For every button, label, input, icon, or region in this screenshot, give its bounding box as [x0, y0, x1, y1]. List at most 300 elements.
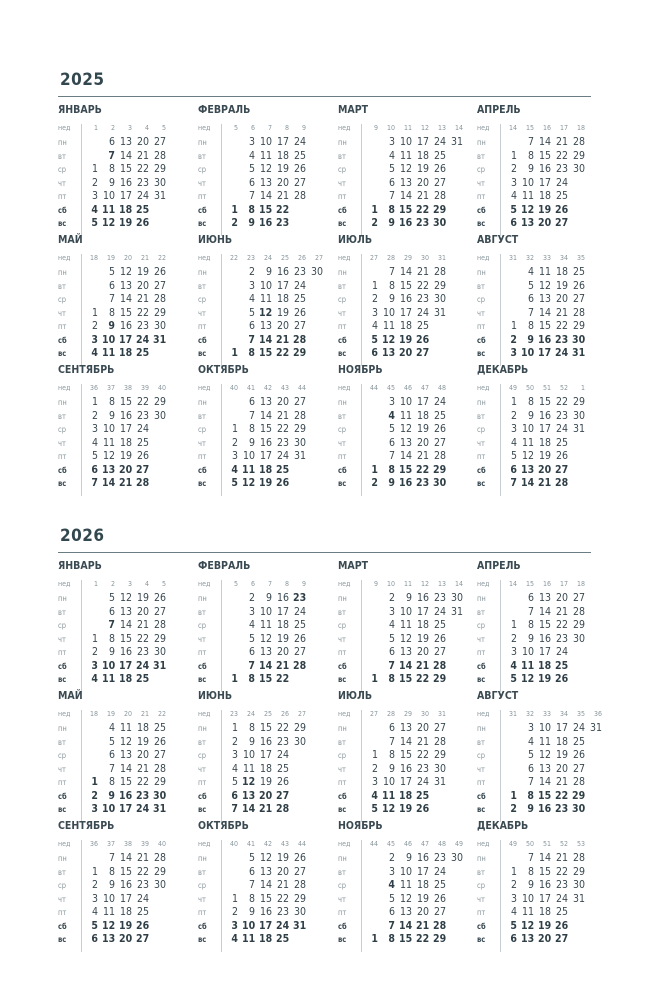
date-cell: 27 [433, 646, 446, 658]
weekday-label: сб [58, 921, 67, 931]
date-cell: 19 [416, 163, 429, 175]
week-number: 36 [89, 840, 98, 848]
date-cell: 3 [510, 423, 517, 435]
date-cell: 23 [136, 320, 149, 332]
date-cell: 2 [248, 266, 255, 278]
date-cell: 13 [259, 396, 272, 408]
weekday-label: ср [198, 295, 206, 304]
date-cell: 8 [388, 673, 395, 685]
week-number: 39 [140, 840, 149, 848]
week-number: 27 [314, 254, 323, 262]
date-cell: 11 [538, 735, 551, 748]
date-cell: 14 [259, 659, 273, 672]
date-cell: 19 [276, 306, 289, 319]
date-cell: 18 [119, 906, 132, 918]
weekday-label: нед [198, 384, 211, 392]
date-cell: 19 [136, 735, 149, 748]
date-cell: 18 [276, 619, 289, 631]
date-cell: 5 [91, 450, 98, 462]
date-cell: 14 [538, 852, 551, 864]
holiday-date: 4 [388, 409, 395, 422]
date-cell: 22 [555, 149, 568, 162]
date-cell: 14 [538, 605, 551, 618]
week-number: 46 [403, 840, 412, 848]
weekday-label: пн [477, 854, 486, 863]
date-cell: 12 [119, 735, 132, 748]
month-name: ИЮНЬ [198, 690, 233, 702]
week-number: 18 [89, 710, 98, 718]
date-cell: 3 [231, 450, 238, 462]
date-cell: 22 [136, 865, 149, 878]
date-cell: 26 [433, 163, 446, 175]
date-cell: 25 [136, 906, 149, 918]
date-cell: 20 [259, 789, 273, 802]
date-cell: 21 [259, 803, 273, 815]
date-cell: 12 [399, 892, 412, 905]
date-cell: 8 [108, 865, 115, 878]
weekday-label: вт [58, 151, 66, 161]
date-cell: 3 [527, 722, 534, 734]
weekday-label: нед [58, 254, 71, 262]
month-block [338, 234, 464, 358]
date-cell: 16 [399, 762, 412, 775]
date-cell: 28 [276, 803, 290, 815]
date-cell: 9 [527, 803, 534, 815]
date-cell: 18 [416, 879, 429, 891]
date-cell: 10 [399, 865, 412, 878]
date-cell: 15 [399, 673, 413, 685]
weekday-label: вс [198, 479, 207, 488]
weekday-label: ср [477, 425, 485, 434]
date-cell: 18 [119, 203, 133, 216]
weekday-label: вт [58, 867, 66, 877]
date-cell: 20 [276, 396, 289, 408]
week-number: 33 [542, 710, 551, 718]
date-cell: 15 [119, 396, 132, 408]
date-cell: 27 [153, 605, 166, 618]
holiday-date: 12 [242, 776, 256, 788]
date-cell: 1 [371, 673, 378, 685]
date-cell: 22 [555, 865, 568, 878]
week-number: 52 [559, 384, 568, 392]
date-cell: 30 [153, 409, 166, 422]
date-cell: 16 [416, 852, 429, 864]
date-cell: 24 [555, 646, 568, 658]
weekday-label: вс [198, 349, 207, 358]
week-number: 1 [93, 124, 98, 132]
date-cell: 10 [259, 136, 272, 148]
date-cell: 8 [248, 203, 255, 216]
date-cell: 22 [276, 673, 290, 685]
date-cell: 17 [416, 605, 429, 618]
week-number: 31 [437, 710, 446, 718]
date-cell: 1 [91, 396, 98, 408]
date-cell: 11 [399, 619, 412, 631]
month-name: ОКТЯБРЬ [198, 364, 249, 376]
label-divider [500, 384, 501, 496]
date-cell: 5 [510, 203, 517, 216]
date-cell: 15 [119, 865, 132, 878]
date-cell: 17 [538, 347, 552, 359]
label-divider [361, 840, 362, 952]
date-cell: 1 [231, 347, 238, 359]
date-cell: 11 [521, 659, 535, 672]
date-cell: 8 [108, 776, 115, 788]
date-cell: 14 [259, 190, 272, 202]
date-cell: 1 [231, 203, 238, 216]
date-cell: 5 [510, 919, 517, 932]
weekday-label: сб [477, 921, 486, 931]
date-cell: 28 [572, 852, 585, 864]
date-cell: 21 [555, 136, 568, 148]
month-name: СЕНТЯБРЬ [58, 820, 115, 832]
week-number: 27 [297, 710, 306, 718]
weekday-label: ср [198, 881, 206, 890]
date-cell: 2 [91, 320, 98, 332]
weekday-label: сб [58, 661, 67, 671]
weekday-label: пт [198, 648, 207, 657]
date-cell: 28 [293, 659, 307, 672]
week-number: 53 [576, 840, 585, 848]
date-cell: 16 [276, 592, 289, 604]
date-cell: 27 [433, 722, 446, 734]
weekday-label: пн [338, 594, 347, 603]
date-cell: 25 [276, 762, 289, 775]
label-divider [81, 710, 82, 822]
weekday-label: вс [477, 219, 486, 228]
weekday-label: пн [477, 594, 486, 603]
weekday-label: чт [338, 894, 346, 904]
date-cell: 14 [119, 619, 132, 631]
week-number: 14 [508, 124, 517, 132]
date-cell: 10 [259, 279, 272, 292]
date-cell: 20 [119, 933, 133, 945]
date-cell: 27 [416, 347, 430, 359]
week-number: 44 [369, 384, 378, 392]
date-cell: 25 [555, 436, 568, 449]
date-cell: 15 [259, 722, 272, 734]
date-cell: 5 [371, 803, 378, 815]
date-cell: 6 [248, 396, 255, 408]
date-cell: 13 [259, 176, 272, 189]
date-cell: 29 [153, 865, 166, 878]
weekday-label: вт [198, 411, 206, 421]
date-cell: 13 [119, 605, 132, 618]
date-cell: 12 [538, 279, 551, 292]
date-cell: 20 [136, 749, 149, 761]
date-cell: 9 [527, 879, 534, 891]
week-number: 27 [369, 254, 378, 262]
date-cell: 10 [102, 423, 115, 435]
date-cell: 30 [572, 803, 586, 815]
date-cell: 6 [510, 463, 517, 476]
date-cell: 1 [510, 149, 517, 162]
date-cell: 3 [248, 279, 255, 292]
week-number: 20 [123, 710, 132, 718]
weekday-label: ср [58, 751, 66, 760]
date-cell: 1 [371, 933, 378, 945]
date-cell: 8 [248, 423, 255, 435]
label-divider [500, 840, 501, 952]
date-cell: 7 [527, 136, 534, 148]
date-cell: 21 [555, 306, 568, 319]
date-cell: 9 [248, 906, 255, 918]
month-block [477, 820, 603, 944]
date-cell: 1 [371, 749, 378, 761]
weekday-label: сб [338, 205, 347, 215]
date-cell: 1 [371, 279, 378, 292]
date-cell: 23 [136, 176, 149, 189]
date-cell: 18 [119, 347, 133, 359]
weekday-label: нед [58, 580, 71, 588]
date-cell: 12 [259, 852, 272, 864]
date-cell: 18 [538, 906, 551, 918]
date-cell: 26 [153, 266, 166, 278]
date-cell: 6 [108, 749, 115, 761]
date-cell: 2 [371, 762, 378, 775]
weekday-label: сб [58, 205, 67, 215]
weekday-label: ср [58, 295, 66, 304]
weekday-label: ср [477, 165, 485, 174]
week-number: 43 [280, 384, 289, 392]
weekday-label: ср [58, 881, 66, 890]
date-cell: 16 [538, 163, 551, 175]
holiday-date: 1 [91, 776, 98, 788]
date-cell: 18 [416, 409, 429, 422]
weekday-label: вс [477, 349, 486, 358]
date-cell: 11 [102, 347, 116, 359]
date-cell: 17 [399, 776, 412, 788]
date-cell: 22 [555, 320, 568, 332]
month-name: НОЯБРЬ [338, 364, 383, 376]
date-cell: 10 [399, 136, 412, 148]
date-cell: 2 [91, 409, 98, 422]
date-cell: 29 [572, 865, 585, 878]
date-cell: 8 [527, 789, 534, 802]
week-number: 21 [140, 254, 149, 262]
weekday-label: пн [338, 268, 347, 277]
date-cell: 11 [521, 906, 534, 918]
date-cell: 9 [405, 592, 412, 604]
date-cell: 16 [538, 879, 551, 891]
date-cell: 27 [153, 279, 166, 292]
date-cell: 4 [388, 619, 395, 631]
date-cell: 4 [510, 659, 517, 672]
date-cell: 5 [231, 776, 238, 788]
weekday-label: пн [198, 268, 207, 277]
week-number: 36 [593, 710, 602, 718]
weekday-label: вт [477, 411, 485, 421]
week-number: 48 [437, 840, 446, 848]
weekday-label: вс [338, 349, 347, 358]
date-cell: 25 [276, 933, 290, 945]
month-block [338, 560, 464, 684]
label-divider [81, 840, 82, 952]
date-cell: 18 [399, 320, 412, 332]
date-cell: 14 [399, 735, 412, 748]
weekday-label: чт [58, 894, 66, 904]
week-number: 18 [576, 580, 585, 588]
date-cell: 29 [153, 776, 166, 788]
date-cell: 8 [108, 632, 115, 645]
month-block [198, 820, 324, 944]
date-cell: 31 [153, 803, 167, 815]
date-cell: 5 [108, 592, 115, 604]
date-cell: 28 [433, 190, 446, 202]
month-name: АВГУСТ [477, 234, 519, 246]
week-number: 5 [233, 580, 238, 588]
weekday-label: ср [58, 621, 66, 630]
week-number: 6 [250, 124, 255, 132]
date-cell: 15 [259, 347, 273, 359]
date-cell: 17 [538, 176, 551, 189]
date-cell: 7 [510, 477, 517, 489]
date-cell: 26 [293, 163, 306, 175]
weekday-label: пн [198, 398, 207, 407]
label-divider [81, 254, 82, 366]
week-number: 13 [437, 580, 446, 588]
date-cell: 7 [388, 266, 395, 278]
weekday-label: вс [477, 805, 486, 814]
weekday-label: сб [338, 791, 347, 801]
week-number: 33 [542, 254, 551, 262]
date-cell: 6 [388, 646, 395, 658]
date-cell: 24 [136, 333, 150, 346]
weekday-label: нед [477, 840, 490, 848]
date-cell: 6 [388, 906, 395, 918]
date-cell: 4 [231, 762, 238, 775]
date-cell: 12 [538, 749, 551, 761]
date-cell: 18 [538, 659, 552, 672]
date-cell: 25 [416, 320, 429, 332]
date-cell: 31 [589, 722, 602, 734]
weekday-label: пт [477, 452, 486, 461]
weekday-label: нед [58, 840, 71, 848]
date-cell: 11 [399, 149, 412, 162]
date-cell: 6 [388, 176, 395, 189]
date-cell: 4 [231, 463, 238, 476]
date-cell: 26 [555, 203, 569, 216]
date-cell: 17 [555, 722, 568, 734]
date-cell: 9 [405, 852, 412, 864]
weekday-label: пт [477, 192, 486, 201]
date-cell: 7 [527, 306, 534, 319]
date-cell: 13 [521, 463, 535, 476]
date-cell: 31 [293, 919, 307, 932]
date-cell: 7 [527, 776, 534, 788]
week-number: 35 [576, 710, 585, 718]
week-number: 34 [559, 710, 568, 718]
weekday-label: нед [338, 840, 351, 848]
date-cell: 1 [91, 632, 98, 645]
date-cell: 23 [433, 852, 446, 864]
date-cell: 3 [91, 892, 98, 905]
weekday-label: вс [338, 675, 347, 684]
date-cell: 25 [555, 190, 568, 202]
date-cell: 15 [399, 279, 412, 292]
date-cell: 9 [527, 163, 534, 175]
weekday-label: сб [198, 465, 207, 475]
date-cell: 23 [276, 906, 289, 918]
date-cell: 5 [388, 892, 395, 905]
date-cell: 23 [433, 592, 446, 604]
weekday-label: сб [58, 791, 67, 801]
date-cell: 22 [136, 632, 149, 645]
date-cell: 3 [371, 306, 378, 319]
date-cell: 18 [276, 149, 289, 162]
label-divider [361, 580, 362, 692]
date-cell: 14 [399, 450, 412, 462]
date-cell: 4 [91, 673, 98, 685]
week-number: 3 [127, 124, 132, 132]
date-cell: 24 [136, 659, 150, 672]
date-cell: 18 [555, 735, 568, 748]
date-cell: 21 [416, 450, 429, 462]
date-cell: 30 [293, 436, 306, 449]
weekday-label: вс [477, 479, 486, 488]
date-cell: 4 [231, 933, 238, 945]
week-number: 49 [508, 384, 517, 392]
date-cell: 27 [555, 933, 569, 945]
label-divider [221, 840, 222, 952]
date-cell: 19 [555, 279, 568, 292]
date-cell: 31 [450, 605, 463, 618]
holiday-date: 4 [388, 879, 395, 891]
week-number: 14 [454, 124, 463, 132]
date-cell: 14 [259, 333, 273, 346]
week-number: 12 [420, 580, 429, 588]
date-cell: 24 [433, 605, 446, 618]
date-cell: 10 [242, 919, 256, 932]
weekday-label: ср [198, 425, 206, 434]
weekday-label: пн [338, 398, 347, 407]
date-cell: 14 [119, 762, 132, 775]
label-divider [81, 124, 82, 236]
date-cell: 2 [510, 879, 517, 891]
date-cell: 24 [416, 306, 429, 319]
weekday-label: ср [477, 621, 485, 630]
date-cell: 21 [136, 293, 149, 305]
date-cell: 11 [242, 463, 256, 476]
date-cell: 22 [276, 423, 289, 435]
date-cell: 19 [555, 749, 568, 761]
date-cell: 20 [136, 136, 149, 148]
month-name: ИЮЛЬ [338, 234, 373, 246]
date-cell: 28 [153, 619, 166, 631]
weekday-label: сб [477, 465, 486, 475]
date-cell: 6 [510, 933, 517, 945]
date-cell: 17 [259, 450, 272, 462]
date-cell: 21 [416, 659, 430, 672]
week-number: 26 [297, 254, 306, 262]
date-cell: 24 [555, 423, 568, 435]
date-cell: 3 [388, 605, 395, 618]
week-number: 11 [403, 580, 412, 588]
date-cell: 11 [102, 906, 115, 918]
weekday-label: вс [198, 935, 207, 944]
date-cell: 2 [371, 477, 378, 489]
date-cell: 23 [555, 333, 569, 346]
weekday-label: вс [338, 479, 347, 488]
date-cell: 24 [293, 605, 306, 618]
weekday-label: чт [477, 308, 485, 318]
date-cell: 1 [510, 865, 517, 878]
date-cell: 20 [399, 347, 413, 359]
weekday-label: пн [58, 594, 67, 603]
date-cell: 16 [276, 266, 289, 278]
date-cell: 12 [399, 163, 412, 175]
date-cell: 6 [510, 217, 517, 229]
